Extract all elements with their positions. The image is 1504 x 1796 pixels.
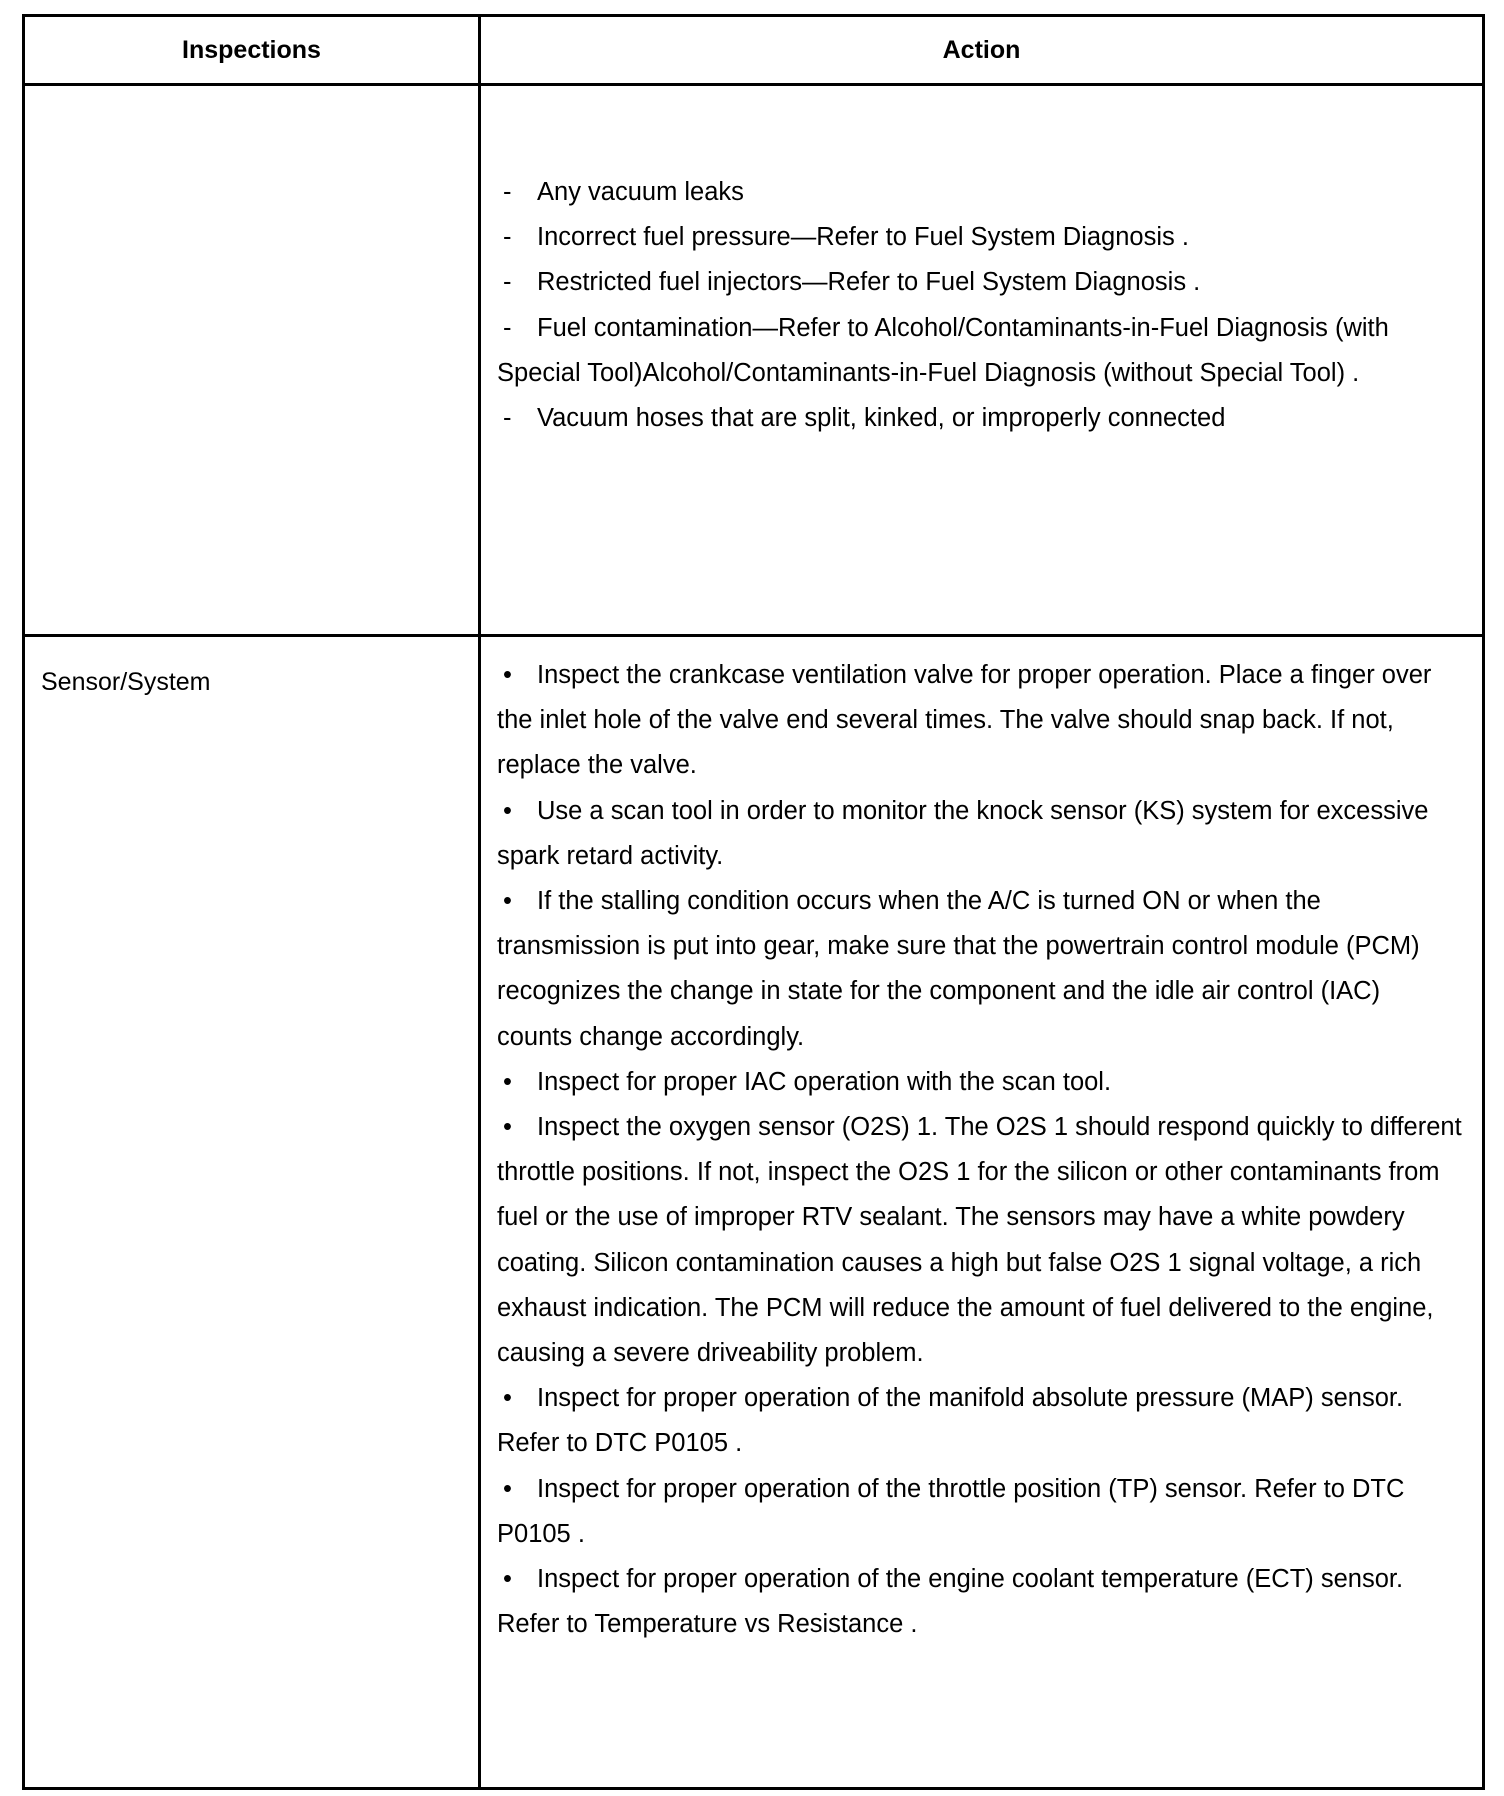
bullet-marker: • bbox=[503, 1565, 512, 1594]
action-text: Any vacuum leaks bbox=[537, 178, 744, 206]
bullet-marker: • bbox=[503, 1474, 512, 1503]
list-item bbox=[497, 1376, 1462, 1466]
table-row bbox=[24, 636, 1484, 1789]
header-inspections: Inspections bbox=[24, 16, 480, 85]
bullet-marker: • bbox=[503, 1113, 512, 1142]
bullet-marker: • bbox=[503, 661, 512, 689]
list-item bbox=[497, 306, 1462, 396]
inspection-cell bbox=[24, 636, 480, 1789]
list-item bbox=[497, 170, 1462, 215]
inspection-cell bbox=[24, 85, 480, 636]
action-text: Inspect for proper operation of the manifold absolute pressure (MAP) sensor. Refer to DTC P0105 . bbox=[497, 1384, 1404, 1458]
list-item bbox=[497, 215, 1462, 260]
action-text: Use a scan tool in order to monitor the knock sensor (KS) system for excessive spark retard activity. bbox=[497, 796, 1429, 870]
bullet-marker: • bbox=[503, 887, 512, 916]
action-cell bbox=[480, 636, 1484, 1789]
action-text: Restricted fuel injectors—Refer to Fuel System Diagnosis . bbox=[537, 268, 1201, 297]
list-item bbox=[497, 396, 1462, 441]
action-list bbox=[481, 86, 1482, 441]
list-item bbox=[497, 653, 1462, 789]
dash-marker: - bbox=[503, 178, 512, 206]
action-text: Inspect for proper IAC operation with the scan tool. bbox=[537, 1067, 1112, 1096]
inspection-label bbox=[25, 86, 478, 114]
table-row bbox=[24, 85, 1484, 636]
action-text: Inspect for proper operation of the throttle position (TP) sensor. Refer to DTC P0105 . bbox=[497, 1474, 1405, 1548]
inspection-table bbox=[22, 14, 1485, 1790]
list-item bbox=[497, 1105, 1462, 1376]
inspection-label: Sensor/System bbox=[41, 668, 211, 696]
action-text: Incorrect fuel pressure—Refer to Fuel System Diagnosis . bbox=[537, 223, 1189, 252]
action-text: Fuel contamination—Refer to Alcohol/Contaminants-in-Fuel Diagnosis (with Special Tool)Alcohol/Contaminants-in-Fuel Diagnosis (without Special Tool) . bbox=[497, 313, 1389, 387]
action-cell bbox=[480, 85, 1484, 636]
action-text: Inspect the crankcase ventilation valve for proper operation. Place a finger over the inlet hole of the valve end several times. The valve should snap back. If not, replace the valve. bbox=[497, 661, 1432, 780]
action-text: Inspect for proper operation of the engine coolant temperature (ECT) sensor. Refer to Temperature vs Resistance . bbox=[497, 1565, 1404, 1639]
list-item bbox=[497, 260, 1462, 305]
bullet-marker: • bbox=[503, 1384, 512, 1413]
dash-marker: - bbox=[503, 223, 512, 252]
list-item bbox=[497, 879, 1462, 1060]
dash-marker: - bbox=[503, 313, 512, 342]
action-list bbox=[481, 637, 1482, 1647]
dash-marker: - bbox=[503, 268, 512, 297]
header-action: Action bbox=[480, 16, 1484, 85]
action-text: Vacuum hoses that are split, kinked, or improperly connected bbox=[537, 404, 1226, 433]
dash-marker: - bbox=[503, 404, 512, 433]
bullet-marker: • bbox=[503, 796, 512, 825]
bullet-marker: • bbox=[503, 1067, 512, 1096]
table-header-row bbox=[24, 16, 1484, 85]
action-text: If the stalling condition occurs when the A/C is turned ON or when the transmission is put into gear, make sure that the powertrain control module (PCM) recognizes the change in state for the component and the idle air control (IAC) counts change accordingly. bbox=[497, 887, 1420, 1051]
list-item bbox=[497, 1557, 1462, 1647]
action-text: Inspect the oxygen sensor (O2S) 1. The O2S 1 should respond quickly to different throttle positions. If not, inspect the O2S 1 for the silicon or other contaminants from fuel or the use of improper RTV sealant. The sensors may have a white powdery coating. Silicon contamination causes a high but false O2S 1 signal voltage, a rich exhaust indication. The PCM will reduce the amount of fuel delivered to the engine, causing a severe driveability problem. bbox=[497, 1113, 1462, 1368]
list-item bbox=[497, 1467, 1462, 1557]
list-item bbox=[497, 789, 1462, 879]
list-item bbox=[497, 1060, 1462, 1105]
